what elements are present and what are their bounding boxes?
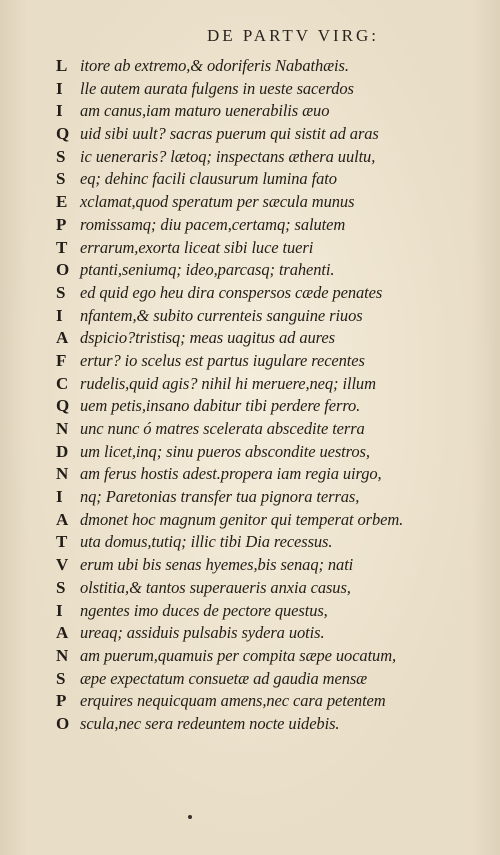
verse-text: ed quid ego heu dira conspersos cæde penates bbox=[80, 282, 383, 302]
verse-text: unc nunc ó matres scelerata abscedite terra bbox=[80, 419, 365, 438]
verse-line bbox=[56, 395, 476, 418]
verse-initial: Q bbox=[56, 124, 70, 144]
verse-initial: V bbox=[56, 555, 69, 575]
verse-line bbox=[56, 418, 476, 441]
verse-line bbox=[56, 554, 476, 577]
verse-text: ic ueneraris? lætoq; inspectans æthera uultu, bbox=[80, 146, 376, 166]
verse-initial: I bbox=[56, 600, 63, 620]
verse-line bbox=[56, 237, 476, 260]
verse-line bbox=[56, 55, 476, 78]
verse-line bbox=[56, 191, 476, 214]
verse-line bbox=[56, 668, 476, 691]
verse-text: uta domus,tutiq; illic tibi Dia recessus. bbox=[80, 532, 333, 552]
verse-line bbox=[56, 531, 476, 554]
verse-initial: P bbox=[56, 214, 67, 234]
verse-initial: P bbox=[56, 691, 67, 711]
verse-text: uid sibi uult? sacras puerum qui sistit ad aras bbox=[80, 124, 379, 144]
verse-initial: S bbox=[56, 169, 66, 189]
verse-line bbox=[56, 600, 476, 623]
verse-text: am ferus hostis adest.propera iam regia uirgo, bbox=[80, 464, 382, 484]
verse-initial: N bbox=[56, 645, 69, 665]
verse-line bbox=[56, 441, 476, 464]
verse-initial: I bbox=[56, 78, 63, 98]
verse-text: uem petis,insano dabitur tibi perdere ferro. bbox=[80, 396, 361, 416]
verse-initial: A bbox=[56, 509, 69, 529]
verse-line bbox=[56, 645, 476, 668]
verse-text: æpe expectatum consuetæ ad gaudia mensæ bbox=[80, 668, 368, 688]
printer-mark bbox=[188, 815, 192, 819]
verse-line bbox=[56, 463, 476, 486]
verse-text: ureaq; assiduis pulsabis sydera uotis. bbox=[80, 623, 325, 643]
verse-initial: C bbox=[56, 373, 69, 393]
verse-initial: F bbox=[56, 350, 67, 370]
verse-line bbox=[56, 100, 476, 123]
verse-line bbox=[56, 486, 476, 509]
running-header: DE PARTV VIRG: bbox=[207, 26, 379, 45]
verse-text: scula,nec sera redeuntem nocte uidebis. bbox=[80, 713, 340, 733]
verse-line bbox=[56, 259, 476, 282]
verse-text: errarum,exorta liceat sibi luce tueri bbox=[80, 237, 314, 257]
verse-initial: S bbox=[56, 282, 66, 302]
verse-block bbox=[56, 55, 476, 736]
verse-text: erum ubi bis senas hyemes,bis senaq; nati bbox=[80, 555, 354, 575]
verse-text: dmonet hoc magnum genitor qui temperat orbem. bbox=[80, 509, 404, 529]
verse-line bbox=[56, 327, 476, 350]
verse-text: olstitia,& tantos superaueris anxia casus, bbox=[80, 577, 351, 597]
verse-line bbox=[56, 78, 476, 101]
verse-text: romissamq; diu pacem,certamq; salutem bbox=[80, 214, 346, 234]
verse-initial: L bbox=[56, 56, 68, 75]
verse-text: rudelis,quid agis? nihil hi meruere,neq; illum bbox=[80, 373, 376, 393]
verse-initial: O bbox=[56, 260, 70, 280]
verse-text: lle autem aurata fulgens in ueste sacerdos bbox=[80, 78, 354, 98]
verse-text: nfantem,& subito currenteis sanguine riuos bbox=[80, 305, 363, 325]
verse-initial: S bbox=[56, 668, 66, 688]
verse-text: eq; dehinc facili clausurum lumina fato bbox=[80, 169, 337, 189]
verse-line bbox=[56, 373, 476, 396]
verse-line bbox=[56, 577, 476, 600]
verse-line bbox=[56, 305, 476, 328]
verse-line bbox=[56, 713, 476, 736]
verse-initial: A bbox=[56, 623, 69, 643]
verse-initial: D bbox=[56, 441, 69, 461]
verse-line bbox=[56, 509, 476, 532]
verse-initial: I bbox=[56, 101, 63, 121]
verse-initial: N bbox=[56, 464, 69, 484]
verse-line bbox=[56, 622, 476, 645]
verse-initial: A bbox=[56, 328, 69, 348]
verse-text: am puerum,quamuis per compita sæpe uocatum, bbox=[80, 645, 397, 665]
verse-initial: O bbox=[56, 713, 70, 733]
verse-initial: S bbox=[56, 577, 66, 597]
verse-initial: T bbox=[56, 532, 68, 552]
verse-initial: Q bbox=[56, 396, 70, 416]
verse-line bbox=[56, 168, 476, 191]
verse-line bbox=[56, 350, 476, 373]
verse-text: um licet,inq; sinu pueros abscondite uestros, bbox=[80, 441, 370, 461]
verse-text: ptanti,seniumq; ideo,parcasq; trahenti. bbox=[80, 260, 335, 280]
verse-text: ngentes imo duces de pectore questus, bbox=[80, 600, 328, 620]
verse-text: itore ab extremo,& odoriferis Nabathæis. bbox=[80, 56, 349, 75]
verse-initial: S bbox=[56, 146, 66, 166]
verse-text: xclamat,quod speratum per sæcula munus bbox=[80, 192, 355, 212]
verse-line bbox=[56, 146, 476, 169]
verse-initial: E bbox=[56, 192, 68, 212]
verse-line bbox=[56, 690, 476, 713]
verse-line bbox=[56, 214, 476, 237]
verse-text: nq; Paretonias transfer tua pignora terras, bbox=[80, 487, 360, 507]
verse-text: erquires nequicquam amens,nec cara petentem bbox=[80, 691, 386, 711]
verse-text: ertur? io scelus est partus iugulare recentes bbox=[80, 350, 365, 370]
verse-line bbox=[56, 282, 476, 305]
verse-line bbox=[56, 123, 476, 146]
verse-initial: I bbox=[56, 305, 63, 325]
verse-text: dspicio?tristisq; meas uagitus ad aures bbox=[80, 328, 335, 348]
verse-text: am canus,iam maturo uenerabilis æuo bbox=[80, 101, 330, 121]
verse-initial: I bbox=[56, 487, 63, 507]
verse-initial: N bbox=[56, 419, 69, 438]
verse-initial: T bbox=[56, 237, 68, 257]
